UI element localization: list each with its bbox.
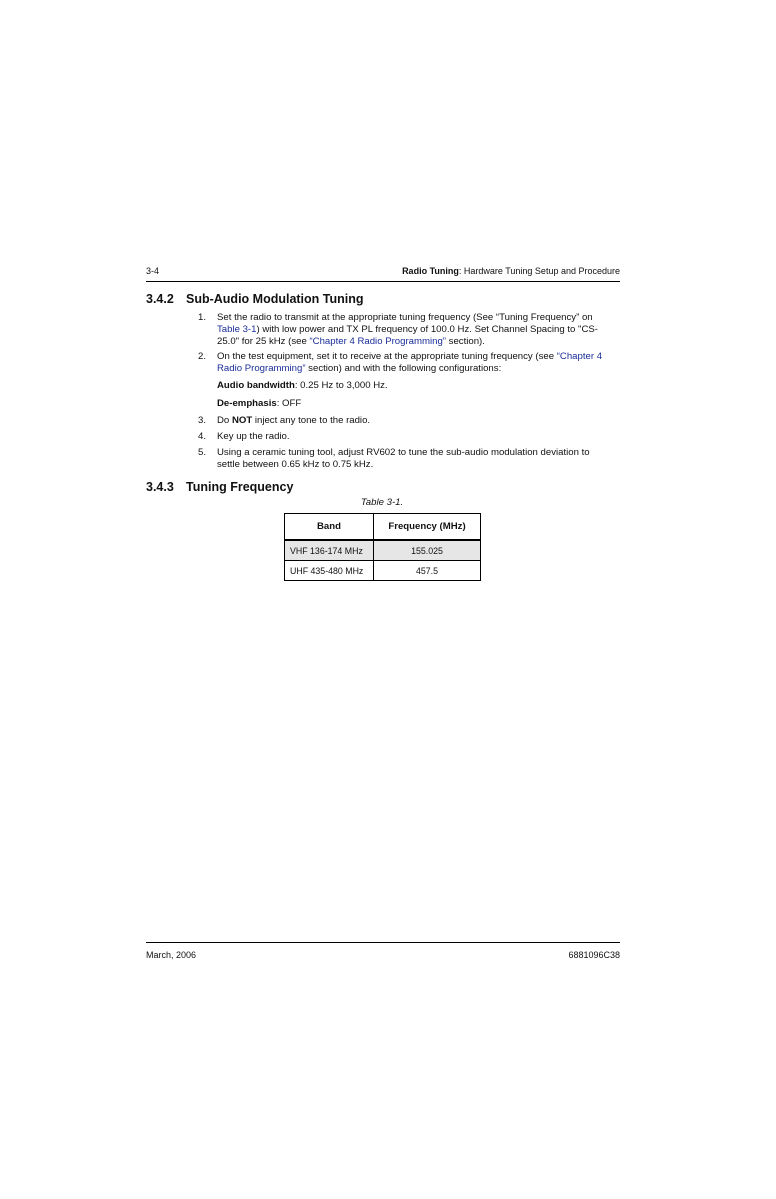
- page-footer: [146, 942, 620, 960]
- footer-date: March, 2006: [146, 950, 197, 960]
- table-row: [285, 540, 481, 561]
- config-line: De-emphasis: OFF: [217, 398, 302, 409]
- step-item: 3. Do NOT inject any tone to the radio.: [198, 415, 371, 426]
- table-header: Frequency (MHz): [374, 514, 481, 541]
- section-number: 3.4.2: [146, 292, 174, 306]
- table-link[interactable]: Table 3-1: [217, 324, 257, 335]
- section-title: Sub-Audio Modulation Tuning: [186, 292, 364, 306]
- frequency-table: [284, 513, 481, 581]
- table-cell: UHF 435-480 MHz: [285, 561, 374, 581]
- table-cell: 457.5: [374, 561, 481, 581]
- step-item: 1. Set the radio to transmit at the appropriate tuning frequency (See “Tuning Frequency” on Table 3-1) with low power and TX PL frequency of 100.0 Hz. Set Channel Spacing to "CS-25.0" for 25 kHz (see “Chapter 4 Radio Programming” section).: [198, 312, 598, 347]
- section-heading-sub-audio: [146, 291, 364, 307]
- page-number: 3-4: [146, 266, 160, 276]
- table-cell: 155.025: [374, 540, 481, 561]
- chapter-link[interactable]: “Chapter 4 Radio Programming”: [309, 336, 446, 347]
- footer-doc-number: 6881096C38: [568, 950, 620, 960]
- table-caption: Table 3-1.: [360, 497, 404, 508]
- section-number: 3.4.3: [146, 480, 174, 494]
- config-line: Audio bandwidth: 0.25 Hz to 3,000 Hz.: [217, 380, 388, 391]
- section-heading-tuning-frequency: [146, 479, 293, 495]
- table-row: [285, 561, 481, 581]
- table-header-row: [285, 514, 481, 541]
- table-header: Band: [285, 514, 374, 541]
- step-item: 2. On the test equipment, set it to receive at the appropriate tuning frequency (see “Chapter 4 Radio Programming” section) and with the following configurations:: [198, 351, 603, 374]
- step-item: 5. Using a ceramic tuning tool, adjust RV602 to tune the sub-audio modulation deviation to settle between 0.65 kHz to 0.75 kHz.: [198, 447, 590, 470]
- step-item: 4. Key up the radio.: [198, 431, 290, 442]
- table-cell: VHF 136-174 MHz: [285, 540, 374, 561]
- section-title: Tuning Frequency: [186, 480, 294, 494]
- chapter-link[interactable]: “Chapter 4 Radio Programming”: [217, 351, 603, 374]
- page-header: [146, 264, 620, 282]
- header-title: Radio Tuning: Hardware Tuning Setup and Procedure: [402, 266, 620, 276]
